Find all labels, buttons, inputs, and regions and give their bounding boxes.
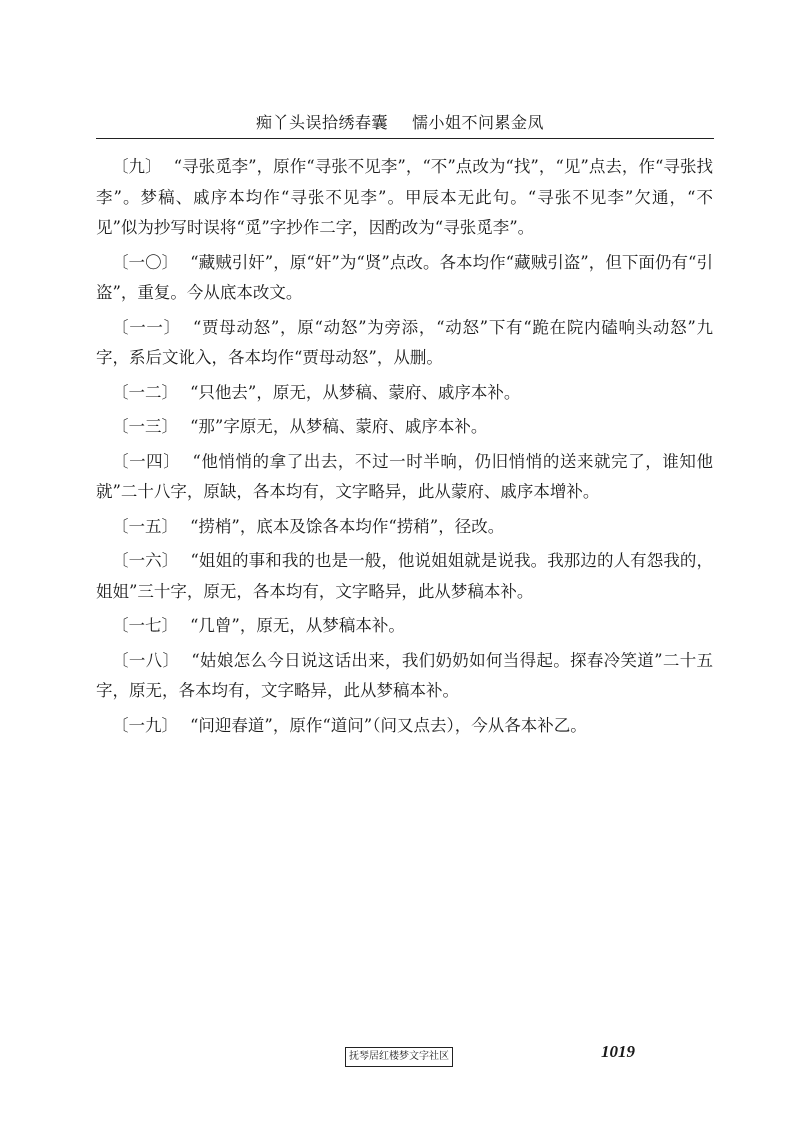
note-16 — [96, 546, 713, 607]
note-number: 〔一八〕 — [112, 650, 180, 670]
note-19 — [96, 711, 713, 742]
note-number: 〔一六〕 — [112, 551, 179, 570]
note-9 — [96, 152, 713, 244]
header-rule — [96, 138, 714, 139]
header-left-title: 痴丫头误拾绣春囊 — [255, 113, 388, 132]
note-text: “只他去”，原无，从梦稿、蒙府、戚序本补。 — [190, 382, 521, 402]
note-text: “他悄悄的拿了出去，不过一时半晌，仍旧悄悄的送来就完了，谁知他就”二十八字，原缺，各本均有，文字略异，此从蒙府、戚序本增补。 — [96, 451, 714, 501]
note-15 — [96, 512, 713, 543]
note-10 — [96, 248, 713, 309]
note-18 — [96, 646, 713, 707]
note-text: “藏贼引奸”，原“奸”为“贤”点改。各本均作“藏贼引盗”，但下面仍有“引盗”，重复。今从底本改文。 — [96, 252, 714, 302]
note-number: 〔一三〕 — [112, 417, 178, 436]
note-number: 〔一〇〕 — [112, 252, 179, 272]
note-17 — [96, 611, 713, 642]
note-11 — [96, 313, 713, 374]
note-text: “几曾”，原无，从梦稿本补。 — [190, 616, 405, 635]
running-header — [0, 110, 800, 133]
note-text: “寻张觅李”，原作“寻张不见李”，“不”点改为“找”，“见”点去，作“寻张找李”。梦稿、戚序本均作“寻张不见李”。甲辰本无此句。“寻张不见李”欠通，“不见”似为抄写时误将“觅”字抄作二字，因酌改为“寻张觅李”。 — [96, 157, 713, 237]
note-text: “姑娘怎么今日说这话出来，我们奶奶如何当得起。探春冷笑道”二十五字，原无，各本均有，文字略异，此从梦稿本补。 — [96, 650, 714, 700]
note-text: “问迎春道”，原作“道问”（问又点去），今从各本补乙。 — [190, 715, 587, 735]
note-number: 〔九〕 — [112, 157, 162, 176]
note-13 — [96, 412, 713, 443]
note-12 — [96, 378, 713, 409]
note-number: 〔一七〕 — [112, 616, 178, 635]
note-text: “姐姐的事和我的也是一般，他说姐姐就是说我。我那边的人有怨我的，姐姐”三十字，原无，各本均有，文字略异，此从梦稿本补。 — [96, 551, 714, 601]
note-14 — [96, 447, 713, 508]
note-text: “贾母动怒”，原“动怒”为旁添，“动怒”下有“跪在院内磕响头动怒”九字，系后文讹入，各本均作“贾母动怒”，从删。 — [96, 317, 714, 367]
notes-list — [96, 152, 713, 745]
note-number: 〔一二〕 — [112, 382, 178, 402]
note-text: “那”字原无，从梦稿、蒙府、戚序本补。 — [190, 417, 488, 436]
header-right-title: 懦小姐不问累金凤 — [412, 113, 545, 132]
note-number: 〔一五〕 — [112, 516, 178, 536]
note-number: 〔一一〕 — [112, 317, 181, 337]
page-number: 1019 — [601, 1042, 635, 1061]
note-text: “捞梢”，底本及馀各本均作“捞稍”，径改。 — [190, 516, 505, 536]
note-number: 〔一四〕 — [112, 451, 181, 471]
source-stamp: 抚琴居红楼梦文字社区 — [345, 1047, 453, 1067]
note-number: 〔一九〕 — [112, 715, 178, 735]
